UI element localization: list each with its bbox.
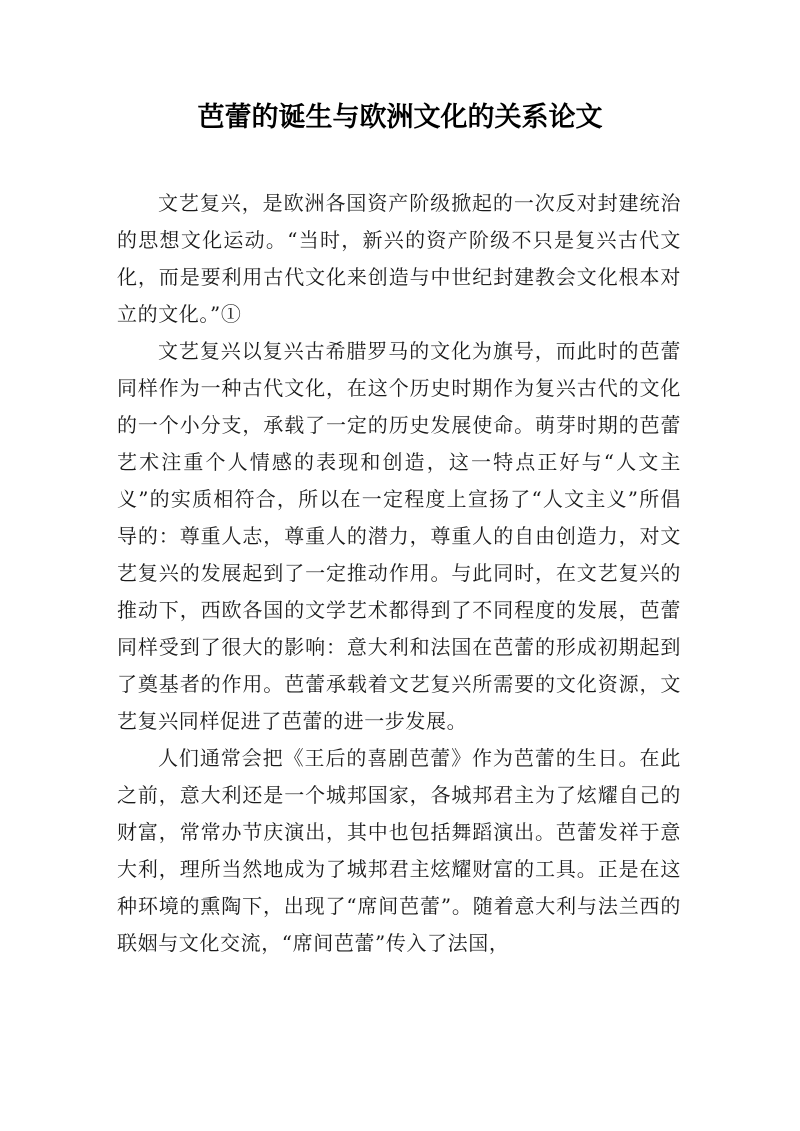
document-body [117, 185, 681, 962]
paragraph: 人们通常会把《王后的喜剧芭蕾》作为芭蕾的生日。在此之前，意大利还是一个城邦国家，各城邦君主为了炫耀自己的财富，常常办节庆演出，其中也包括舞蹈演出。芭蕾发祥于意大利，理所当然地成为了城邦君主炫耀财富的工具。正是在这种环境的熏陶下，出现了“席间芭蕾”。随着意大利与法兰西的联姻与文化交流，“席间芭蕾”传入了法国， [117, 746, 681, 955]
paragraph: 文艺复兴，是欧洲各国资产阶级掀起的一次反对封建统治的思想文化运动。“当时，新兴的资产阶级不只是复兴古代文化，而是要利用古代文化来创造与中世纪封建教会文化根本对立的文化。”① [117, 191, 681, 326]
paragraph: 文艺复兴以复兴古希腊罗马的文化为旗号，而此时的芭蕾同样作为一种古代文化，在这个历史时期作为复兴古代的文化的一个小分支，承载了一定的历史发展使命。萌芽时期的芭蕾艺术注重个人情感的表现和创造，这一特点正好与“人文主义”的实质相符合，所以在一定程度上宣扬了“人文主义”所倡导的：尊重人志，尊重人的潜力，尊重人的自由创造力，对文艺复兴的发展起到了一定推动作用。与此同时，在文艺复兴的推动下，西欧各国的文学艺术都得到了不同程度的发展，芭蕾同样受到了很大的影响：意大利和法国在芭蕾的形成初期起到了奠基者的作用。芭蕾承载着文艺复兴所需要的文化资源，文艺复兴同样促进了芭蕾的进一步发展。 [117, 339, 681, 733]
document-title: 芭蕾的诞生与欧洲文化的关系论文 [197, 102, 603, 133]
